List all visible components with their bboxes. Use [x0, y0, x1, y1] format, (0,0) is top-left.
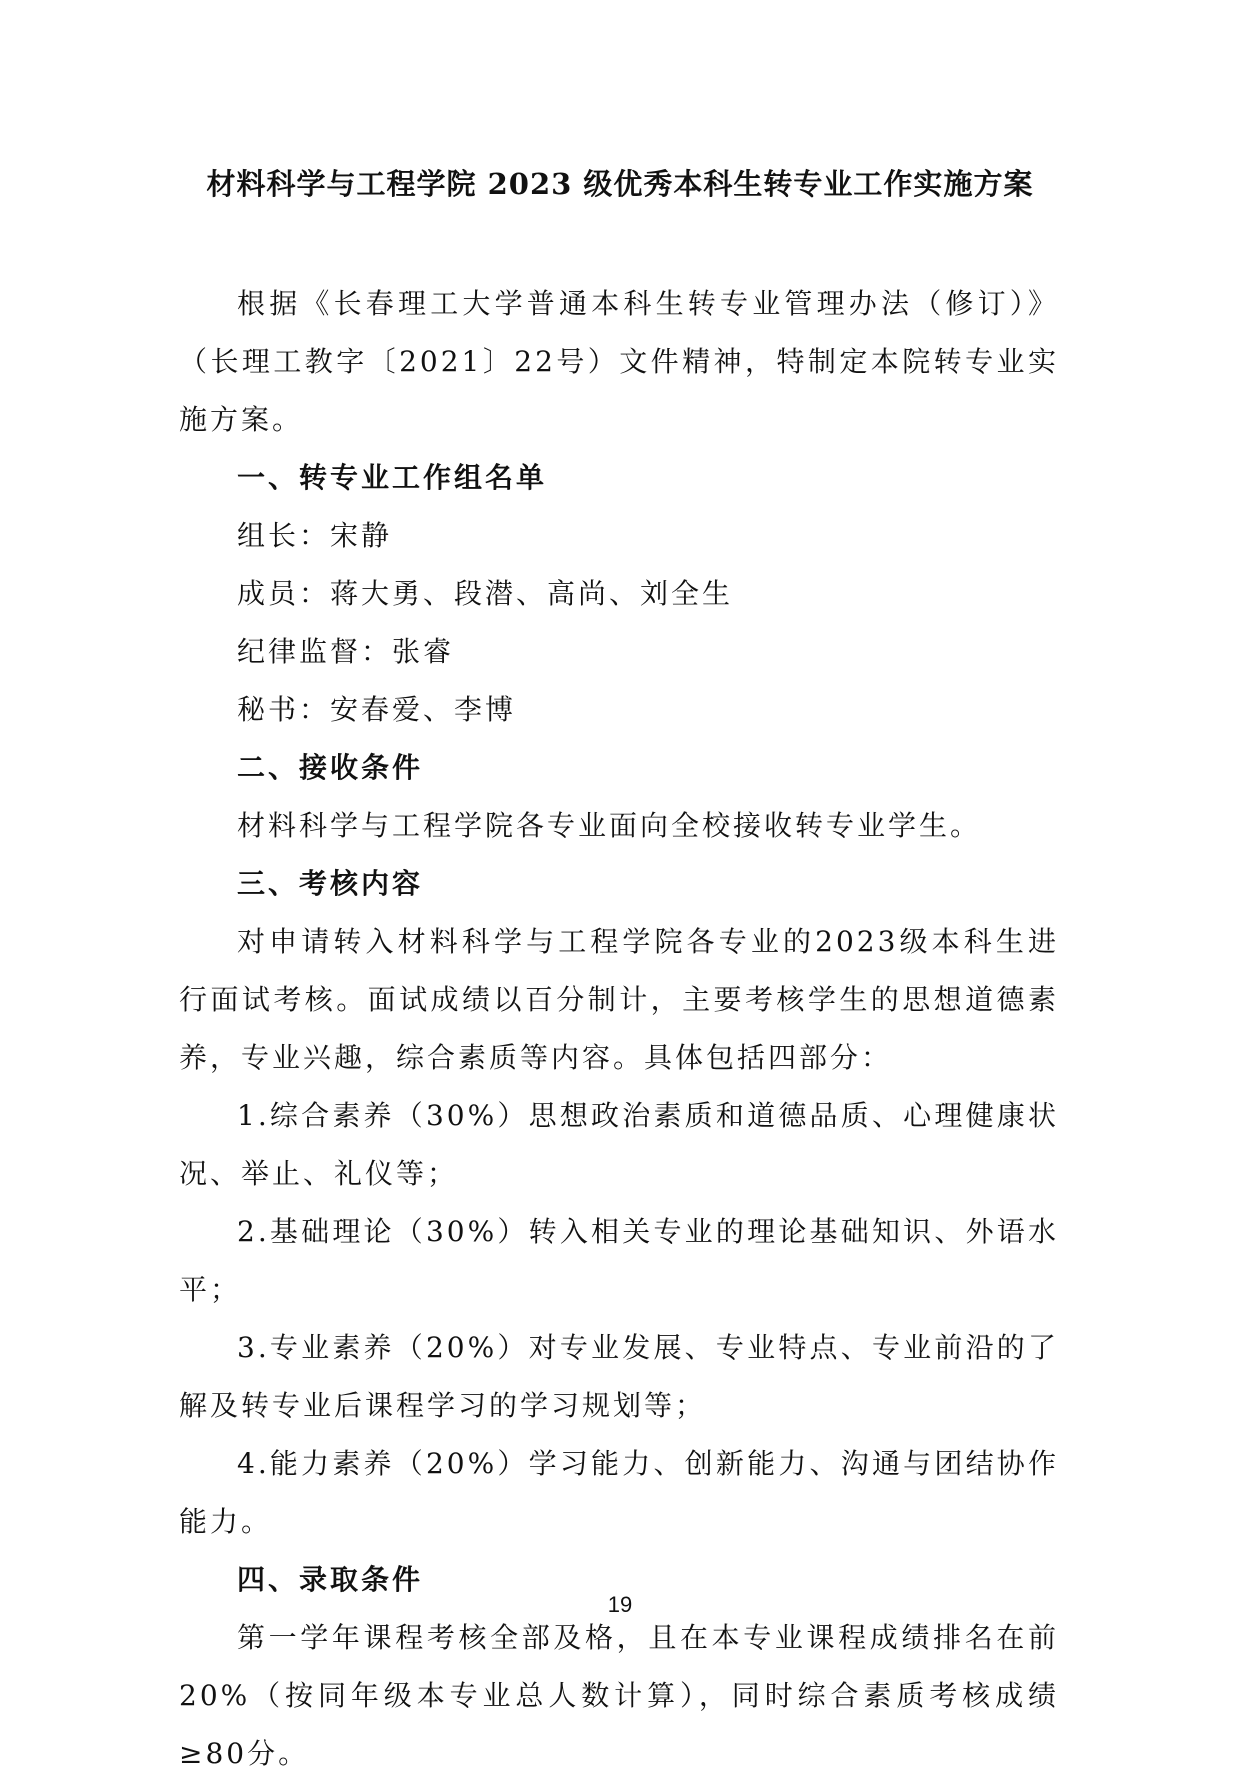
- team-members: 成员：蒋大勇、段潜、高尚、刘全生: [237, 577, 734, 610]
- team-secretary: 秘书：安春爱、李博: [237, 693, 517, 726]
- assessment-item: 2.基础理论（30%）转入相关专业的理论基础知识、外语水平；: [179, 1215, 1059, 1306]
- assessment-item: 4.能力素养（20%）学习能力、创新能力、沟通与团结协作能力。: [179, 1447, 1059, 1538]
- team-supervisor: 纪律监督：张睿: [237, 635, 455, 668]
- document-title: 材料科学与工程学院 2023 级优秀本科生转专业工作实施方案: [206, 167, 1034, 201]
- assessment-item: 3.专业素养（20%）对专业发展、专业特点、专业前沿的了解及转专业后课程学习的学习规划等；: [179, 1331, 1059, 1422]
- intro-paragraph: 根据《长春理工大学普通本科生转专业管理办法（修订）》（长理工教字〔2021〕22号）文件精神，特制定本院转专业实施方案。: [179, 287, 1059, 436]
- section-heading-admission: 四、录取条件: [237, 1563, 424, 1596]
- section-heading-assessment: 三、考核内容: [237, 867, 424, 900]
- admission-text: 第一学年课程考核全部及格，且在本专业课程成绩排名在前20%（按同年级本专业总人数计算），同时综合素质考核成绩≥80分。: [179, 1621, 1059, 1770]
- assessment-item: 1.综合素养（30%）思想政治素质和道德品质、心理健康状况、举止、礼仪等；: [179, 1099, 1059, 1190]
- conditions-text: 材料科学与工程学院各专业面向全校接收转专业学生。: [237, 809, 982, 842]
- section-heading-conditions: 二、接收条件: [237, 751, 424, 784]
- page-number: 19: [607, 1592, 633, 1617]
- assessment-text: 对申请转入材料科学与工程学院各专业的2023级本科生进行面试考核。面试成绩以百分制计，主要考核学生的思想道德素养，专业兴趣，综合素质等内容。具体包括四部分：: [179, 925, 1059, 1074]
- section-heading-team: 一、转专业工作组名单: [237, 461, 548, 494]
- document-body: [179, 275, 1059, 1783]
- team-leader: 组长：宋静: [237, 519, 393, 552]
